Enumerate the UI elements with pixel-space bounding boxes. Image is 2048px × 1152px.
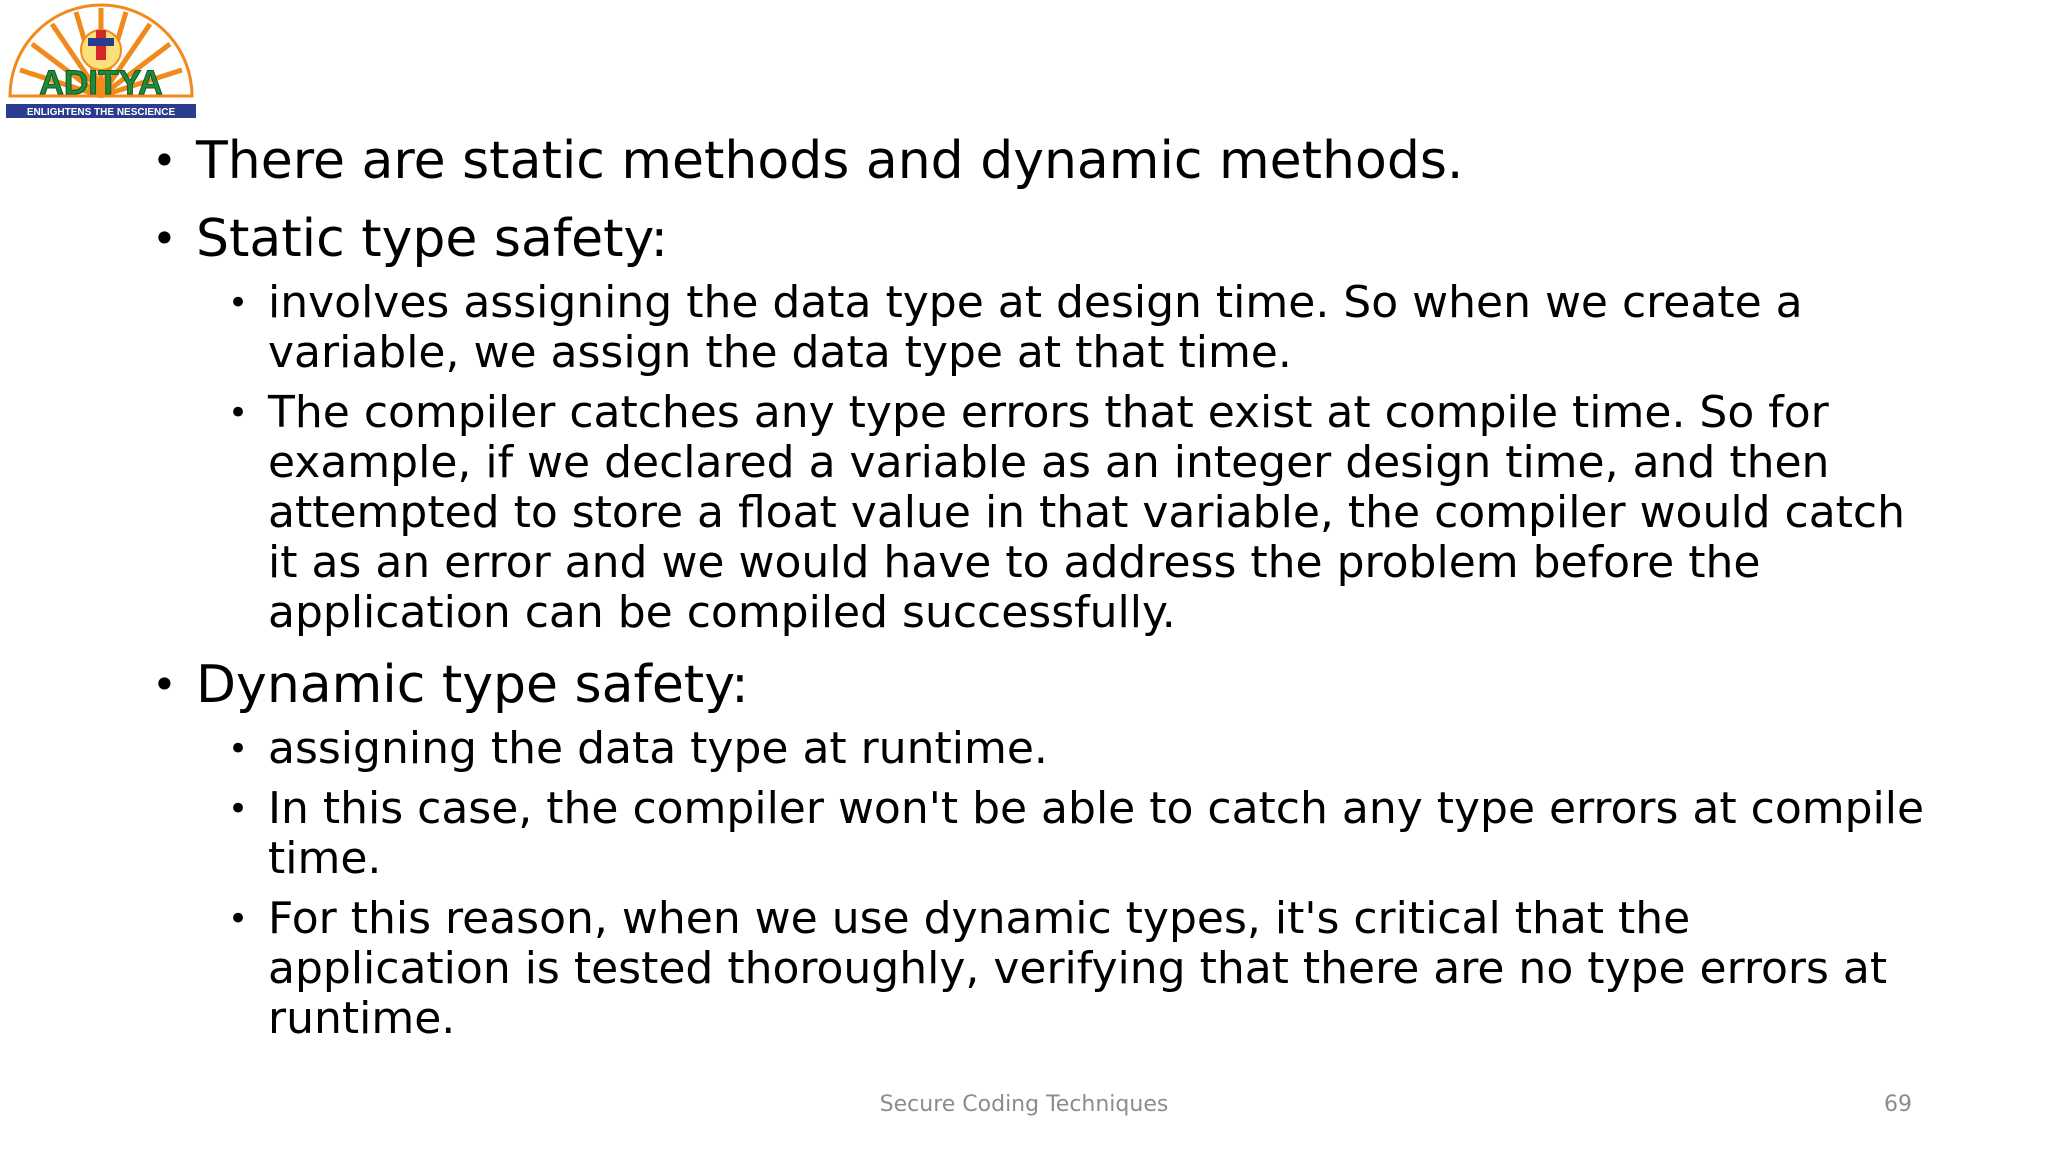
sub-bullet-text: In this case, the compiler won't be able to catch any type errors at compile time. [268, 783, 1925, 884]
footer-title: Secure Coding Techniques [879, 1092, 1169, 1117]
sub-bullet-dot-icon: • [228, 899, 249, 939]
logo-tagline: ENLIGHTENS THE NESCIENCE [26, 107, 176, 118]
sub-bullet-item [228, 784, 1932, 884]
sub-bullet-list [228, 278, 1932, 638]
sub-bullet-dot-icon: • [228, 789, 249, 829]
sub-bullet-dot-icon: • [228, 393, 249, 433]
logo-wordmark: ADITYA [39, 64, 163, 102]
sub-bullet-text: assigning the data type at runtime. [268, 723, 1048, 774]
sub-bullet-text: involves assigning the data type at design time. So when we create a variable, we assign the data type at that time. [268, 277, 1803, 378]
sub-bullet-text: For this reason, when we use dynamic types, it's critical that the application is tested thoroughly, verifying that there are no type errors at runtime. [268, 893, 1888, 1044]
bullet-text: Dynamic type safety: [196, 655, 749, 715]
bullet-item [152, 654, 1932, 1044]
aditya-logo [0, 0, 202, 124]
page-number: 69 [1884, 1092, 1912, 1117]
bullet-item [152, 130, 1932, 192]
bullet-text: Static type safety: [196, 209, 669, 269]
bullet-dot-icon: • [152, 660, 177, 709]
bullet-text: There are static methods and dynamic methods. [196, 131, 1464, 191]
sub-bullet-item [228, 724, 1932, 774]
bullet-list [152, 130, 1932, 1044]
sub-bullet-dot-icon: • [228, 729, 249, 769]
sub-bullet-list [228, 724, 1932, 1044]
bullet-dot-icon: • [152, 214, 177, 263]
slide-content [152, 130, 1932, 1060]
sub-bullet-item [228, 388, 1932, 638]
sub-bullet-text: The compiler catches any type errors that exist at compile time. So for example, if we declared a variable as an integer design time, and then attempted to store a float value in that variable, the compiler would catch it as an error and we would have to address the problem before the application can be compiled successfully. [268, 387, 1905, 638]
sub-bullet-item [228, 278, 1932, 378]
bullet-item [152, 208, 1932, 638]
bullet-dot-icon: • [152, 136, 177, 185]
sub-bullet-dot-icon: • [228, 283, 249, 323]
sub-bullet-item [228, 894, 1932, 1044]
